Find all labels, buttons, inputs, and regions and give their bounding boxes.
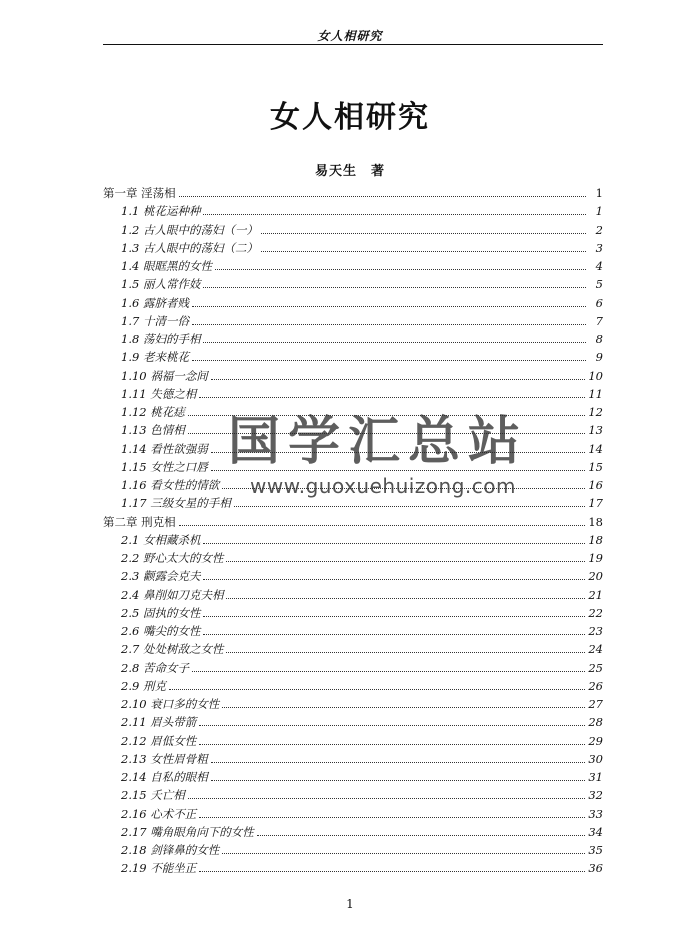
toc-dot-leader xyxy=(203,633,585,635)
toc-section-entry[interactable] xyxy=(103,659,603,677)
toc-entry-page-number: 5 xyxy=(595,277,603,292)
toc-dot-leader xyxy=(226,597,585,599)
toc-entry-title: 1.16 看女性的情欲 xyxy=(121,478,220,492)
toc-section-entry[interactable] xyxy=(103,640,603,658)
toc-entry-title: 第二章 刑克相 xyxy=(103,514,176,529)
toc-section-entry[interactable] xyxy=(103,586,603,604)
toc-entry-page-number: 1 xyxy=(595,186,603,200)
toc-entry-page-number: 20 xyxy=(588,569,603,584)
toc-dot-leader xyxy=(211,761,586,763)
toc-entry-title: 1.14 看性欲强弱 xyxy=(121,441,208,456)
toc-entry-title: 1.13 色情相 xyxy=(121,423,185,438)
toc-dot-leader xyxy=(261,232,586,234)
toc-entry-page-number: 26 xyxy=(588,678,603,693)
toc-section-entry[interactable] xyxy=(103,549,603,567)
page-number: 1 xyxy=(346,897,354,911)
toc-section-entry[interactable] xyxy=(103,531,603,549)
toc-entry-title: 2.18 剑锋鼻的女性 xyxy=(121,843,220,857)
toc-entry-page-number: 14 xyxy=(588,441,603,456)
toc-section-entry[interactable] xyxy=(103,859,603,877)
toc-entry-page-number: 22 xyxy=(588,605,603,620)
toc-entry-page-number: 23 xyxy=(588,624,603,638)
toc-dot-leader xyxy=(199,816,585,818)
toc-dot-leader xyxy=(188,414,586,416)
table-of-contents xyxy=(103,184,603,878)
toc-entry-title: 1.10 祸福一念间 xyxy=(121,368,208,383)
toc-entry-title: 1.2 古人眼中的荡妇（一） xyxy=(121,222,258,237)
toc-dot-leader xyxy=(192,670,585,672)
toc-entry-page-number: 32 xyxy=(588,788,603,803)
toc-entry-page-number: 24 xyxy=(588,642,603,657)
toc-entry-title: 1.6 露脐者贱 xyxy=(121,295,189,310)
toc-entry-page-number: 8 xyxy=(595,332,603,346)
toc-entry-title: 1.12 桃花痣 xyxy=(121,405,185,419)
toc-entry-page-number: 11 xyxy=(588,386,603,401)
toc-entry-page-number: 36 xyxy=(588,861,603,876)
toc-section-entry[interactable] xyxy=(103,275,603,293)
toc-entry-page-number: 30 xyxy=(588,751,603,766)
toc-section-entry[interactable] xyxy=(103,385,603,403)
toc-entry-page-number: 34 xyxy=(588,824,603,839)
toc-entry-title: 2.16 心术不正 xyxy=(121,806,197,821)
toc-entry-page-number: 7 xyxy=(595,313,603,328)
toc-entry-title: 2.7 处处树敌之女性 xyxy=(121,642,224,657)
toc-dot-leader xyxy=(199,724,585,726)
toc-section-entry[interactable] xyxy=(103,312,603,330)
toc-section-entry[interactable] xyxy=(103,239,603,257)
toc-dot-leader xyxy=(203,286,586,288)
toc-section-entry[interactable] xyxy=(103,841,603,859)
toc-entry-page-number: 18 xyxy=(588,532,603,547)
toc-entry-title: 1.7 十清一俗 xyxy=(121,313,189,328)
toc-dot-leader xyxy=(226,651,585,653)
toc-section-entry[interactable] xyxy=(103,677,603,695)
toc-section-entry[interactable] xyxy=(103,330,603,348)
toc-dot-leader xyxy=(257,834,586,836)
toc-entry-title: 2.12 眉低女性 xyxy=(121,733,197,748)
toc-dot-leader xyxy=(192,323,586,325)
toc-section-entry[interactable] xyxy=(103,786,603,804)
toc-entry-page-number: 19 xyxy=(588,551,603,565)
toc-dot-leader xyxy=(203,542,585,544)
toc-dot-leader xyxy=(192,359,586,361)
toc-chapter-entry[interactable] xyxy=(103,513,603,531)
toc-section-entry[interactable] xyxy=(103,713,603,731)
toc-entry-page-number: 27 xyxy=(588,697,603,711)
toc-entry-title: 2.9 刑克 xyxy=(121,678,166,693)
toc-section-entry[interactable] xyxy=(103,494,603,512)
toc-section-entry[interactable] xyxy=(103,695,603,713)
toc-entry-title: 1.8 荡妇的手相 xyxy=(121,332,201,346)
toc-dot-leader xyxy=(169,688,585,690)
toc-dot-leader xyxy=(179,195,586,197)
toc-entry-title: 2.11 眉头带箭 xyxy=(121,715,197,730)
toc-entry-title: 1.3 古人眼中的荡妇（二） xyxy=(121,240,258,255)
toc-entry-title: 2.10 衰口多的女性 xyxy=(121,697,220,711)
toc-section-entry[interactable] xyxy=(103,604,603,622)
toc-entry-page-number: 16 xyxy=(588,478,603,492)
toc-entry-page-number: 1 xyxy=(595,204,603,219)
toc-section-entry[interactable] xyxy=(103,367,603,385)
toc-dot-leader xyxy=(222,487,585,489)
toc-entry-title: 1.9 老来桃花 xyxy=(121,350,189,365)
toc-entry-title: 1.4 眼眶黑的女性 xyxy=(121,259,212,273)
document-title: 女人相研究 xyxy=(270,100,430,135)
toc-entry-title: 2.17 嘴角眼角向下的女性 xyxy=(121,824,254,839)
watermark-site-name: 国学汇总站 xyxy=(227,412,528,472)
toc-entry-title: 1.5 丽人常作妓 xyxy=(121,277,201,292)
toc-entry-title: 2.4 鼻削如刀克夫相 xyxy=(121,587,224,602)
toc-section-entry[interactable] xyxy=(103,823,603,841)
toc-section-entry[interactable] xyxy=(103,750,603,768)
toc-dot-leader xyxy=(226,560,585,562)
toc-dot-leader xyxy=(211,378,586,380)
header-rule xyxy=(103,44,603,45)
toc-entry-title: 2.15 夭亡相 xyxy=(121,788,185,803)
toc-dot-leader xyxy=(203,213,586,215)
toc-entry-title: 2.3 颧露会克夫 xyxy=(121,569,201,584)
toc-dot-leader xyxy=(211,451,586,453)
toc-dot-leader xyxy=(199,870,585,872)
toc-entry-title: 2.5 固执的女性 xyxy=(121,605,201,620)
toc-dot-leader xyxy=(179,524,586,526)
toc-entry-title: 2.1 女相藏杀机 xyxy=(121,532,201,547)
toc-section-entry[interactable] xyxy=(103,221,603,239)
toc-entry-page-number: 10 xyxy=(588,368,603,383)
toc-entry-page-number: 2 xyxy=(595,222,603,237)
toc-entry-page-number: 31 xyxy=(588,770,603,784)
toc-entry-title: 1.11 失德之相 xyxy=(121,386,197,401)
toc-entry-title: 2.19 不能坐正 xyxy=(121,861,197,876)
toc-entry-title: 2.14 自私的眼相 xyxy=(121,770,208,784)
watermark-url: www.guoxuehuizong.com xyxy=(250,474,516,498)
toc-section-entry[interactable] xyxy=(103,567,603,585)
toc-section-entry[interactable] xyxy=(103,768,603,786)
toc-section-entry[interactable] xyxy=(103,403,603,421)
toc-dot-leader xyxy=(188,432,586,434)
toc-entry-title: 1.1 桃花运种种 xyxy=(121,204,201,219)
toc-entry-page-number: 21 xyxy=(588,587,603,602)
toc-dot-leader xyxy=(215,268,586,270)
toc-section-entry[interactable] xyxy=(103,257,603,275)
toc-section-entry[interactable] xyxy=(103,458,603,476)
toc-dot-leader xyxy=(203,578,585,580)
toc-section-entry[interactable] xyxy=(103,348,603,366)
author-line: 易天生 著 xyxy=(314,164,385,179)
toc-entry-title: 2.2 野心太大的女性 xyxy=(121,551,224,565)
toc-entry-title: 2.13 女性眉骨粗 xyxy=(121,751,208,766)
toc-entry-page-number: 35 xyxy=(588,843,603,857)
toc-dot-leader xyxy=(211,469,586,471)
toc-dot-leader xyxy=(211,779,586,781)
toc-entry-page-number: 33 xyxy=(588,806,603,821)
toc-entry-page-number: 13 xyxy=(588,423,603,438)
toc-dot-leader xyxy=(203,341,586,343)
toc-entry-page-number: 9 xyxy=(595,350,603,365)
toc-entry-title: 1.15 女性之口唇 xyxy=(121,459,208,474)
toc-entry-page-number: 12 xyxy=(588,405,603,419)
toc-dot-leader xyxy=(192,305,586,307)
toc-entry-title: 2.8 苦命女子 xyxy=(121,660,189,675)
toc-dot-leader xyxy=(222,706,585,708)
toc-entry-page-number: 6 xyxy=(595,295,603,310)
toc-entry-page-number: 25 xyxy=(588,660,603,675)
toc-entry-title: 1.17 三级女星的手相 xyxy=(121,496,231,511)
toc-entry-page-number: 4 xyxy=(595,259,603,273)
toc-entry-page-number: 15 xyxy=(588,459,603,474)
toc-entry-title: 第一章 淫荡相 xyxy=(103,186,176,200)
toc-dot-leader xyxy=(199,396,585,398)
toc-dot-leader xyxy=(261,250,586,252)
toc-dot-leader xyxy=(222,852,585,854)
toc-entry-page-number: 29 xyxy=(588,733,603,748)
toc-section-entry[interactable] xyxy=(103,732,603,750)
toc-section-entry[interactable] xyxy=(103,294,603,312)
toc-section-entry[interactable] xyxy=(103,476,603,494)
toc-section-entry[interactable] xyxy=(103,805,603,823)
toc-section-entry[interactable] xyxy=(103,202,603,220)
running-header: 女人相研究 xyxy=(317,29,383,43)
toc-chapter-entry[interactable] xyxy=(103,184,603,202)
toc-dot-leader xyxy=(188,797,586,799)
toc-dot-leader xyxy=(234,505,586,507)
toc-entry-page-number: 28 xyxy=(588,715,603,730)
toc-section-entry[interactable] xyxy=(103,440,603,458)
toc-entry-page-number: 17 xyxy=(588,496,603,511)
toc-entry-page-number: 18 xyxy=(588,514,603,529)
toc-section-entry[interactable] xyxy=(103,421,603,439)
toc-entry-title: 2.6 嘴尖的女性 xyxy=(121,624,201,638)
toc-entry-page-number: 3 xyxy=(595,240,603,255)
toc-dot-leader xyxy=(203,615,585,617)
toc-section-entry[interactable] xyxy=(103,622,603,640)
toc-dot-leader xyxy=(199,743,585,745)
